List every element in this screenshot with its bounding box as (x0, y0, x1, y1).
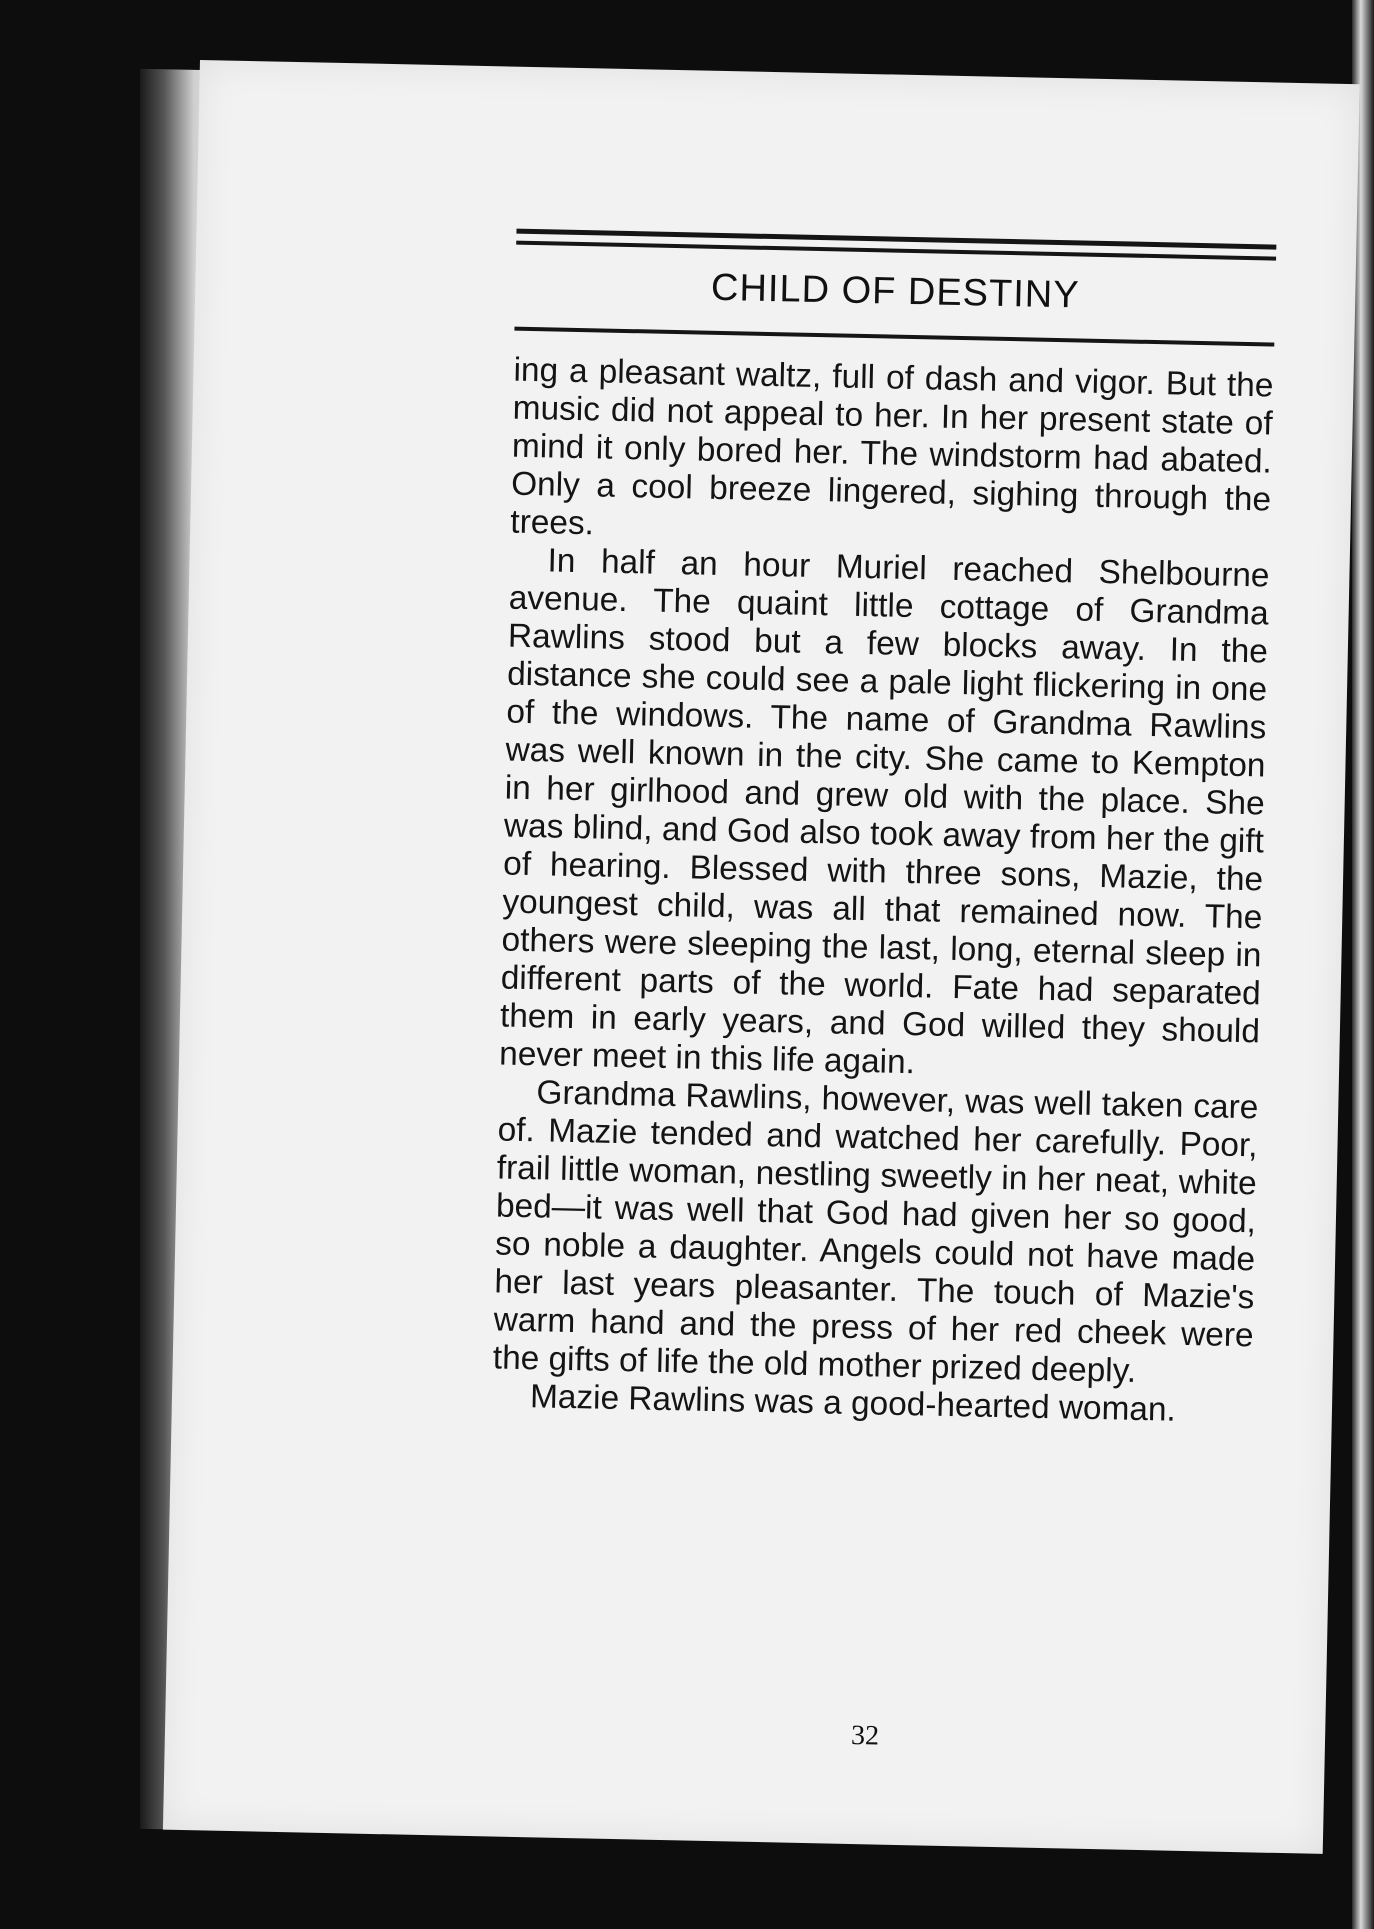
paragraph: In half an hour Muriel reached Shelbourne avenue. The quaint little cottage of Grandma Rawlins stood but a few blocks away. In the distance she could see a pale light flickering in one of the windows. The name of Grandma Rawlins was well known in the city. She came to Kempton in her girlhood and grew old with the place. She was blind, and God also took away from her the gift of hearing. Blessed with three sons, Mazie, the youngest child, was all that remained now. The others were sleeping the last, long, eternal sleep in different parts of the world. Fate had separated them in early years, and God willed they should never meet in this life again. (498, 542, 1270, 1082)
book-page (163, 60, 1360, 1854)
running-head: CHILD OF DESTINY (710, 266, 1080, 317)
header-bottom-rule (514, 327, 1274, 347)
page-number: 32 (850, 1720, 880, 1752)
paragraph: Grandma Rawlins, however, was well taken care of. Mazie tended and watched her carefully. Poor, frail little woman, nestling sweetly in her neat, white bed—it was well that God had given her so good, so noble a daughter. Angels could not have made her last years pleasanter. The touch of Mazie's warm hand and the press of her red cheek were the gifts of life the old mother prized deeply. (492, 1074, 1259, 1390)
header-double-rule (517, 229, 1277, 245)
paragraph: ing a pleasant waltz, full of dash and vigor. But the music did not appeal to her. In her present state of mind it only bored her. The windstorm had abated. Only a cool breeze lingered, sighing through the trees. (510, 351, 1274, 543)
page-body-text (492, 352, 1274, 1432)
paragraph: Mazie Rawlins was a good-hearted woman. (529, 1378, 1177, 1429)
